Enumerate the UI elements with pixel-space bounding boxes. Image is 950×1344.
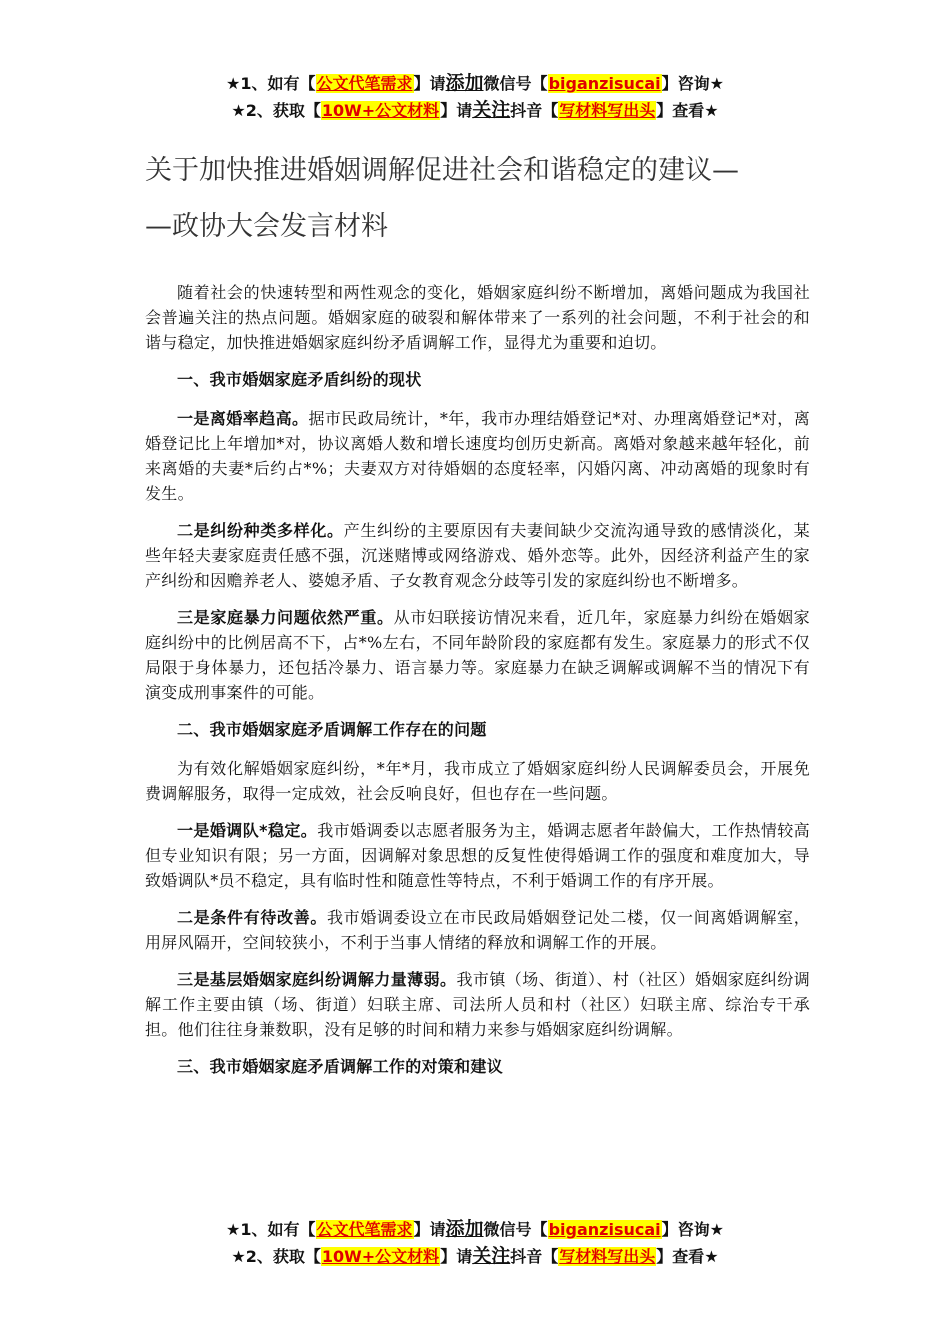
- banner-text: ★1、如有【: [226, 1220, 316, 1239]
- paragraph-text: 从市妇联接访情况来看，近几年，家庭暴力纠纷在婚姻家庭纠纷中的比例居高不下，占*%左右，不同年龄阶段的家庭都有发生。家庭暴力的形式不仅局限于身体暴力，还包括冷暴力、语言暴力等。家庭暴力在缺乏调解或调解不当的情况下有演变成刑事案件的可能。: [145, 608, 810, 702]
- title-line-1: 关于加快推进婚姻调解促进社会和谐稳定的建议—: [145, 155, 739, 186]
- highlight-materials: 10W+公文材料: [321, 101, 440, 120]
- highlight-douyin-account: 写材料写出头: [559, 1247, 656, 1266]
- document-body: [145, 280, 810, 1093]
- paragraph-text: 产生纠纷的主要原因有夫妻间缺少交流沟通导致的感情淡化，某些年轻夫妻家庭责任感不强，沉迷赌博或网络游戏、婚外恋等。此外，因经济利益产生的家产纠纷和因赡养老人、婆媳矛盾、子女教育观念分歧等引发的家庭纠纷也不断增多。: [145, 521, 810, 590]
- paragraph-lead: 二是条件有待改善。: [177, 908, 328, 927]
- section-heading-3: 三、我市婚姻家庭矛盾调解工作的对策和建议: [177, 1057, 504, 1076]
- paragraph-conditions: [145, 905, 810, 955]
- paragraph-text: 据市民政局统计，*年，我市办理结婚登记*对、办理离婚登记*对，离婚登记比上年增加*对，协议离婚人数和增长速度均创历史新高。离婚对象越来越年轻化，前来离婚的夫妻*后约占*%；夫妻双方对待婚姻的态度轻率，闪婚闪离、冲动离婚的现象时有发生。: [145, 409, 811, 503]
- paragraph-text: 我市镇（场、街道）、村（社区）婚姻家庭纠纷调解工作主要由镇（场、街道）妇联主席、司法所人员和村（社区）妇联主席、综治专干承担。他们往往身兼数职，没有足够的时间和精力来参与婚姻家庭纠纷调解。: [145, 970, 810, 1039]
- banner-emphasis: 添加: [445, 1218, 484, 1240]
- banner-line-1: [0, 1216, 950, 1243]
- paragraph-mediation-committee: 为有效化解婚姻家庭纠纷，*年*月，我市成立了婚姻家庭纠纷人民调解委员会，开展免费调解服务，取得一定成效，社会反响良好，但也存在一些问题。: [145, 759, 810, 803]
- banner-text: 】查看★: [656, 101, 719, 120]
- paragraph-text: 我市婚调委设立在市民政局婚姻登记处二楼，仅一间离婚调解室，用屏风隔开，空间较狭小，不利于当事人情绪的释放和调解工作的开展。: [145, 908, 811, 952]
- paragraph-lead: 一是离婚率趋高。: [177, 409, 309, 428]
- banner-line-2: [0, 97, 950, 124]
- banner-text: ★1、如有【: [226, 74, 316, 93]
- banner-emphasis: 添加: [445, 72, 484, 94]
- banner-emphasis: 关注: [472, 99, 511, 121]
- highlight-service: 公文代笔需求: [316, 74, 413, 93]
- banner-text: 微信号【: [483, 1220, 548, 1239]
- paragraph-lead: 三是基层婚姻家庭纠纷调解力量薄弱。: [177, 970, 457, 989]
- highlight-wechat-id: biganzisucai: [548, 74, 661, 93]
- paragraph-lead: 三是家庭暴力问题依然严重。: [177, 608, 394, 627]
- banner-text: 抖音【: [510, 101, 559, 120]
- banner-text: 微信号【: [483, 74, 548, 93]
- banner-text: 】请: [440, 1247, 473, 1266]
- intro-paragraph: 随着社会的快速转型和两性观念的变化，婚姻家庭纠纷不断增加，离婚问题成为我国社会普遍关注的热点问题。婚姻家庭的破裂和解体带来了一系列的社会问题，不利于社会的和谐与稳定，加快推进婚姻家庭纠纷矛盾调解工作，显得尤为重要和迫切。: [145, 283, 810, 352]
- title-line-2: —政协大会发言材料: [145, 211, 388, 242]
- section-heading-1: 一、我市婚姻家庭矛盾纠纷的现状: [177, 370, 422, 389]
- banner-text: ★2、获取【: [231, 1247, 321, 1266]
- banner-text: 】请: [413, 1220, 446, 1239]
- paragraph-dispute-types: [145, 518, 810, 593]
- paragraph-text: 我市婚调委以志愿者服务为主，婚调志愿者年龄偏大，工作热情较高但专业知识有限；另一方面，因调解对象思想的反复性使得婚调工作的强度和难度加大，导致婚调队*员不稳定，具有临时性和随意性等特点，不利于婚调工作的有序开展。: [145, 821, 810, 890]
- section-heading-2: 二、我市婚姻家庭矛盾调解工作存在的问题: [177, 720, 487, 739]
- banner-line-1: [0, 70, 950, 97]
- banner-text: 】查看★: [656, 1247, 719, 1266]
- paragraph-team-stability: [145, 818, 810, 893]
- highlight-service: 公文代笔需求: [316, 1220, 413, 1239]
- banner-text: 】咨询★: [661, 74, 724, 93]
- paragraph-grassroots: [145, 967, 810, 1042]
- paragraph-divorce-rate: [145, 406, 810, 506]
- banner-text: 抖音【: [510, 1247, 559, 1266]
- paragraph-lead: 二是纠纷种类多样化。: [177, 521, 344, 540]
- banner-text: 】请: [413, 74, 446, 93]
- header-banner: [0, 70, 950, 124]
- banner-emphasis: 关注: [472, 1245, 511, 1267]
- highlight-douyin-account: 写材料写出头: [559, 101, 656, 120]
- paragraph-lead: 一是婚调队*稳定。: [177, 821, 318, 840]
- footer-banner: [0, 1216, 950, 1270]
- paragraph-domestic-violence: [145, 605, 810, 705]
- document-title: [145, 143, 805, 255]
- banner-text: 】请: [440, 101, 473, 120]
- highlight-materials: 10W+公文材料: [321, 1247, 440, 1266]
- banner-text: 】咨询★: [661, 1220, 724, 1239]
- banner-text: ★2、获取【: [231, 101, 321, 120]
- banner-line-2: [0, 1243, 950, 1270]
- highlight-wechat-id: biganzisucai: [548, 1220, 661, 1239]
